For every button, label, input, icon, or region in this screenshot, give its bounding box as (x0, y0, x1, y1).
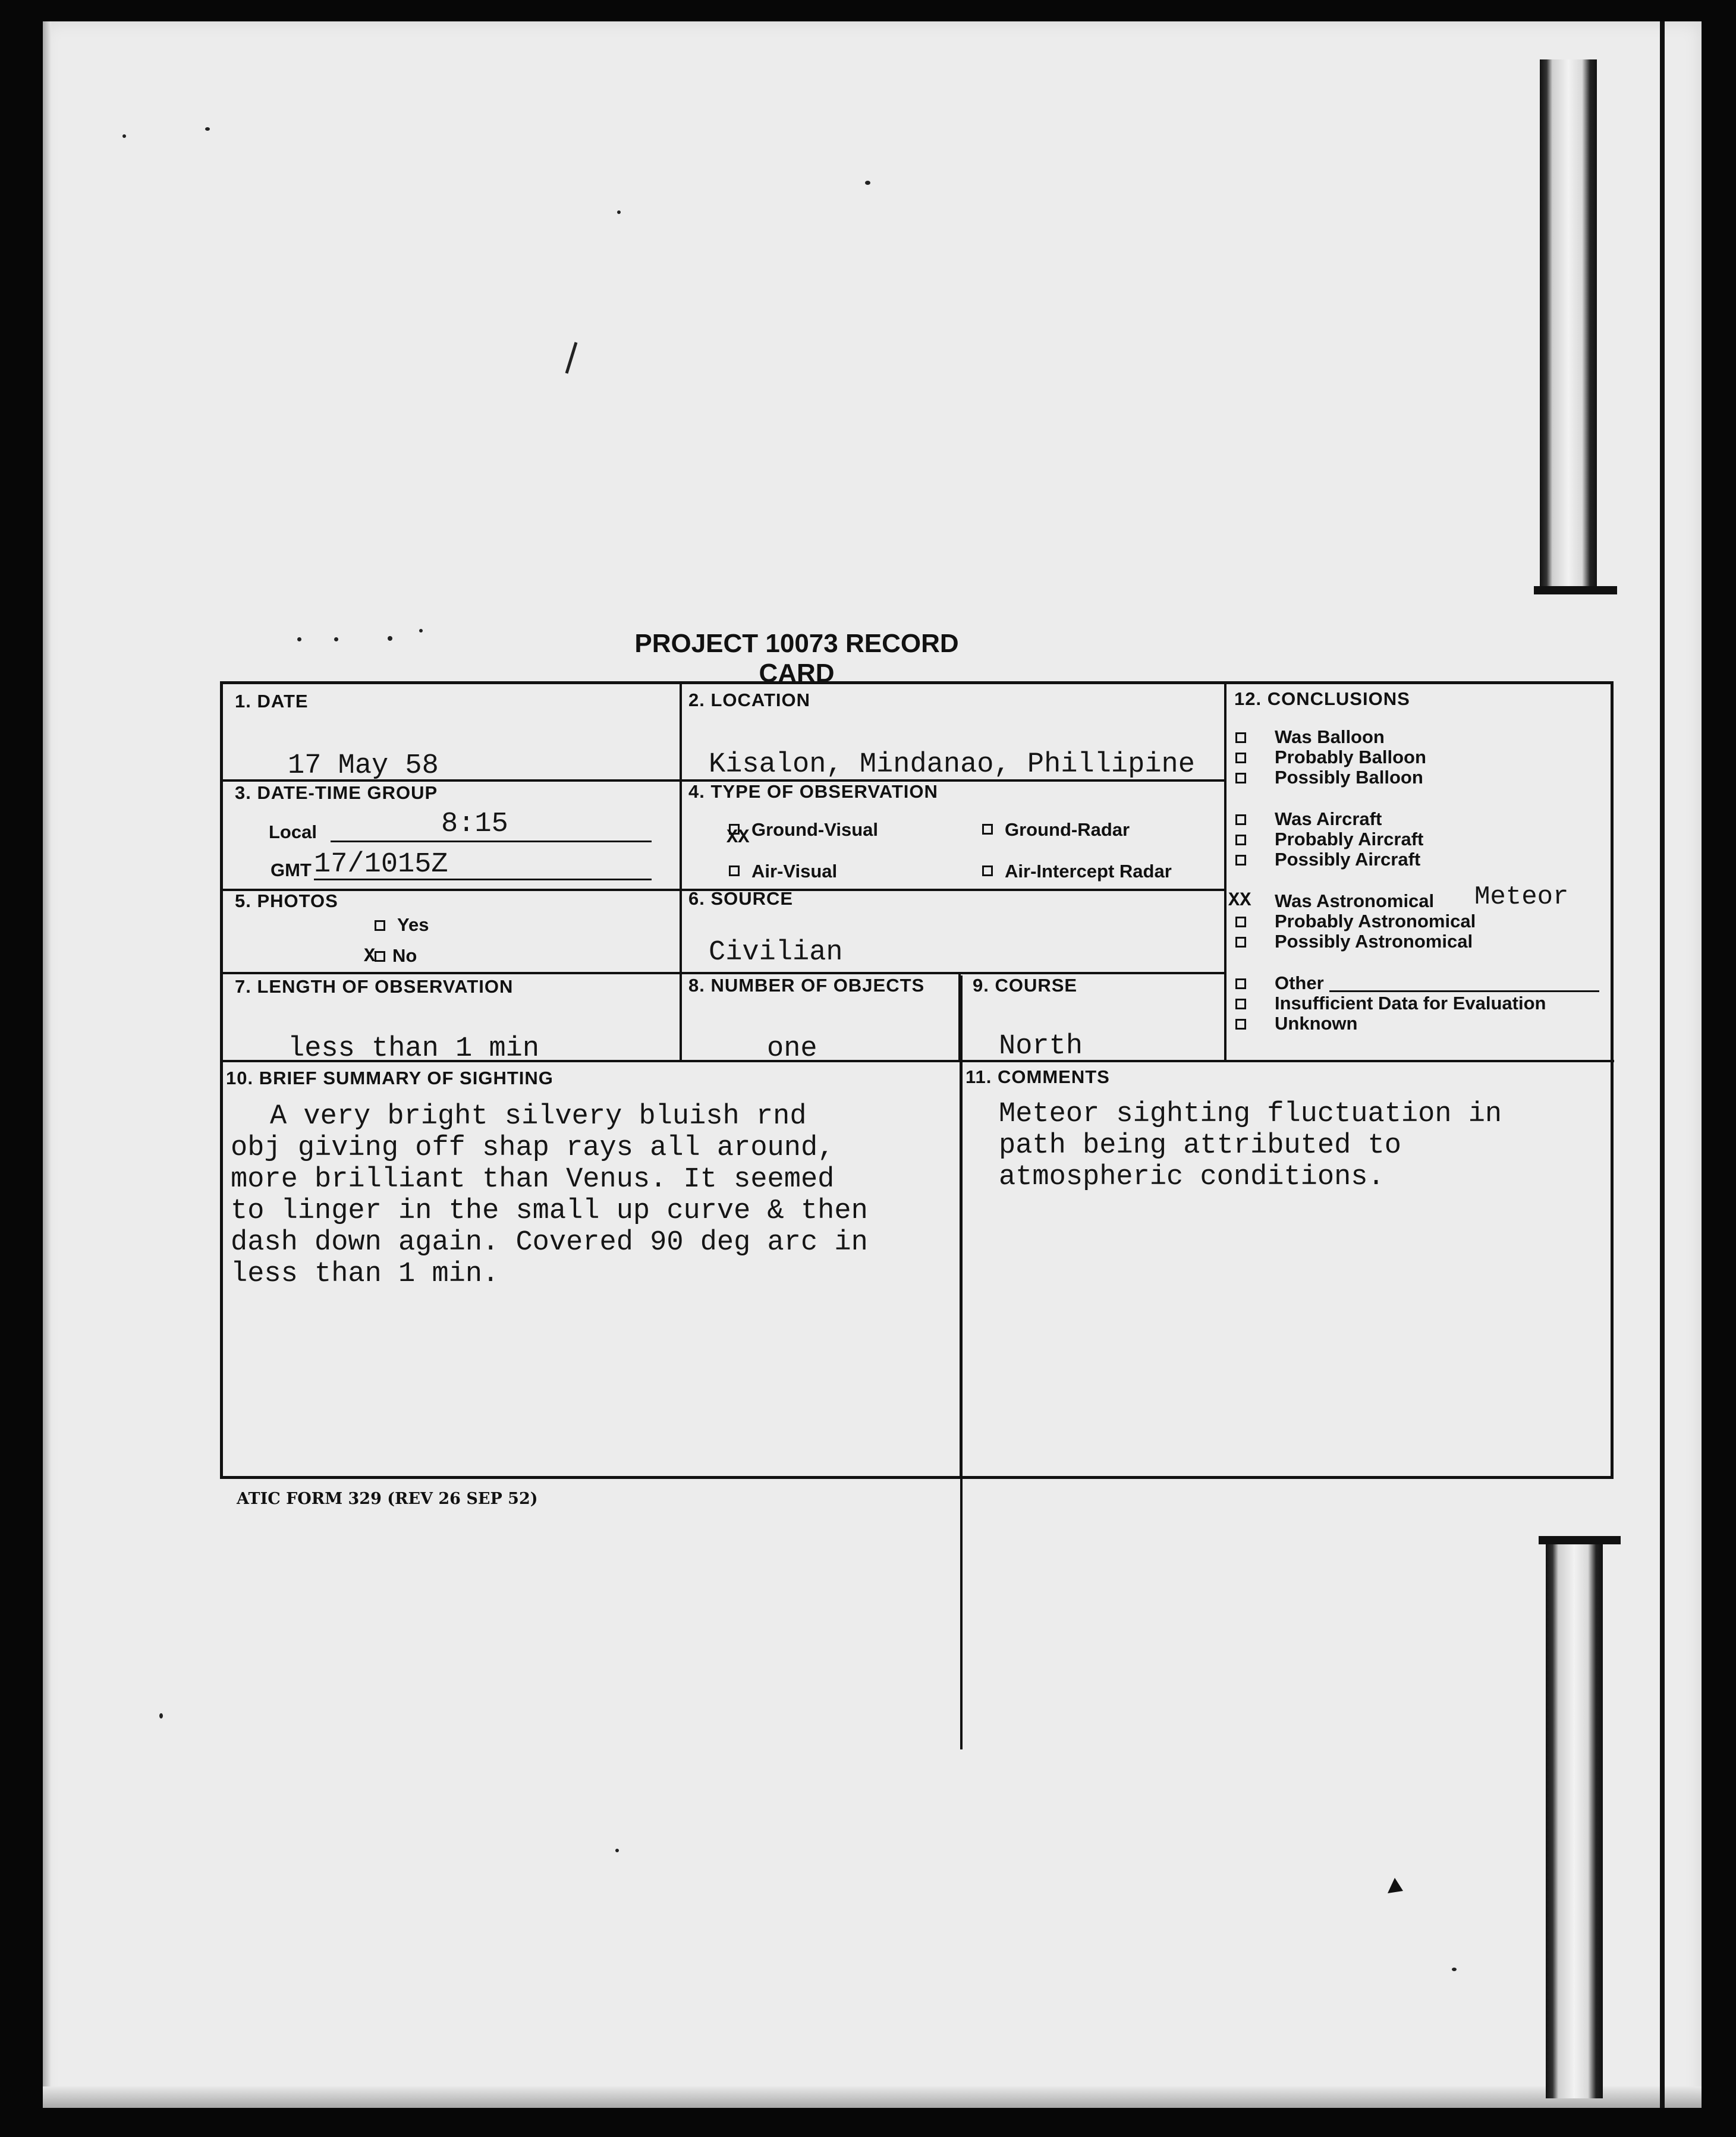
ground-visual-mark: XX (727, 826, 750, 848)
conclusion-option: Insufficient Data for Evaluation (1275, 993, 1546, 1014)
photos-yes-checkbox[interactable] (375, 920, 385, 931)
photos-no-checkbox[interactable] (375, 951, 385, 962)
course-label: 9. COURSE (973, 975, 1078, 996)
probably-astronomical-checkbox[interactable] (1235, 917, 1246, 927)
date-value: 17 May 58 (288, 750, 439, 782)
possibly-aircraft-checkbox[interactable] (1235, 855, 1246, 865)
summary-line: more brilliant than Venus. It seemed (231, 1164, 835, 1195)
conclusion-option: Was Astronomical (1275, 890, 1435, 911)
location-label: 2. LOCATION (688, 690, 811, 710)
date-label: 1. DATE (235, 691, 309, 712)
summary-label: 10. BRIEF SUMMARY OF SIGHTING (226, 1068, 553, 1088)
binding-rail-bottom (1546, 1540, 1603, 2098)
speck (205, 127, 210, 131)
form-number: ATIC FORM 329 (REV 26 SEP 52) (237, 1490, 538, 1508)
divider-col-1 (680, 684, 682, 1061)
speck (388, 636, 392, 641)
card-title: PROJECT 10073 RECORD CARD (634, 629, 959, 688)
binding-rail-bottom-base (1539, 1536, 1621, 1544)
binding-rail-top-base (1534, 586, 1617, 594)
speck (297, 637, 301, 641)
conclusion-option: Possibly Astronomical (1275, 931, 1473, 952)
comments-text (999, 1099, 1502, 1193)
speck (122, 134, 126, 138)
ground-radar-option: Ground-Radar (1005, 819, 1130, 840)
course-value: North (999, 1031, 1083, 1062)
photos-yes-option: Yes (397, 914, 429, 935)
date-time-group-label: 3. DATE-TIME GROUP (235, 782, 438, 803)
conclusion-option: Was Aircraft (1275, 808, 1382, 829)
source-value: Civilian (709, 937, 843, 968)
summary-line: A very bright silvery bluish rnd (270, 1101, 807, 1132)
speck (617, 210, 621, 214)
probably-aircraft-checkbox[interactable] (1235, 835, 1246, 845)
air-intercept-radar-option: Air-Intercept Radar (1005, 861, 1172, 882)
ground-visual-option: Ground-Visual (751, 819, 879, 840)
was-aircraft-checkbox[interactable] (1235, 814, 1246, 825)
sheet-bottom-edge (43, 2086, 1702, 2108)
air-visual-checkbox[interactable] (729, 865, 740, 876)
binding-rail-top (1540, 59, 1597, 588)
conclusion-option: Possibly Balloon (1275, 767, 1423, 788)
probably-balloon-checkbox[interactable] (1235, 753, 1246, 763)
speck (865, 181, 870, 185)
speck (1452, 1968, 1457, 1971)
local-time-value: 8:15 (441, 808, 508, 840)
summary-line: to linger in the small up curve & then (231, 1195, 868, 1227)
insufficient-data-checkbox[interactable] (1235, 999, 1246, 1009)
other-underline (1329, 990, 1599, 992)
number-of-objects-label: 8. NUMBER OF OBJECTS (688, 975, 925, 996)
source-label: 6. SOURCE (688, 888, 794, 909)
photos-no-mark: X (364, 945, 376, 967)
length-of-observation-label: 7. LENGTH OF OBSERVATION (235, 976, 514, 997)
possibly-balloon-checkbox[interactable] (1235, 773, 1246, 783)
pencil-tick-mark (562, 340, 580, 376)
speck (615, 1849, 619, 1852)
photos-label: 5. PHOTOS (235, 890, 338, 911)
comments-line: path being attributed to (999, 1130, 1401, 1162)
divider-objects-course (958, 972, 961, 1060)
gmt-label: GMT (271, 860, 312, 880)
type-of-observation-label: 4. TYPE OF OBSERVATION (688, 781, 938, 802)
speck (334, 637, 338, 641)
comments-label: 11. COMMENTS (966, 1066, 1110, 1087)
air-intercept-radar-checkbox[interactable] (982, 865, 993, 876)
length-of-observation-value: less than 1 min (288, 1033, 540, 1065)
unknown-checkbox[interactable] (1235, 1019, 1246, 1030)
local-time-label: Local (269, 822, 317, 842)
air-visual-option: Air-Visual (751, 861, 838, 882)
photos-no-option: No (392, 945, 417, 966)
conclusion-option: Probably Astronomical (1275, 911, 1476, 931)
conclusion-option: Other (1275, 972, 1324, 993)
divider-col-2 (1224, 684, 1226, 1061)
conclusion-option: Was Balloon (1275, 726, 1385, 747)
speck (419, 629, 423, 632)
gmt-value: 17/1015Z (314, 849, 448, 880)
ground-radar-checkbox[interactable] (982, 824, 993, 835)
conclusion-option: Probably Balloon (1275, 747, 1426, 767)
was-astronomical-mark: XX (1228, 889, 1251, 911)
summary-line: dash down again. Covered 90 deg arc in (231, 1227, 868, 1258)
margin-line (1660, 21, 1665, 2108)
sheet-left-edge (43, 21, 51, 2108)
comments-line: atmospheric conditions. (999, 1162, 1385, 1193)
was-balloon-checkbox[interactable] (1235, 732, 1246, 743)
summary-line: less than 1 min. (231, 1258, 499, 1290)
conclusion-option: Probably Aircraft (1275, 829, 1424, 849)
summary-line: obj giving off shap rays all around, (231, 1132, 835, 1164)
astronomical-note: Meteor (1474, 882, 1569, 912)
divider-summary-comments (960, 1058, 962, 1477)
location-value: Kisalon, Mindanao, Phillipine (709, 749, 1195, 780)
conclusion-option: Unknown (1275, 1013, 1358, 1034)
number-of-objects-value: one (767, 1033, 817, 1065)
conclusions-label: 12. CONCLUSIONS (1234, 688, 1410, 709)
other-checkbox[interactable] (1235, 978, 1246, 989)
arrowhead-mark (1384, 1875, 1405, 1897)
comments-line: Meteor sighting fluctuation in (999, 1099, 1502, 1130)
possibly-astronomical-checkbox[interactable] (1235, 937, 1246, 948)
speck (159, 1713, 163, 1719)
divider-row-3 (223, 972, 1226, 974)
conclusion-option: Possibly Aircraft (1275, 849, 1421, 870)
local-time-underline (331, 841, 652, 842)
summary-text (231, 1101, 868, 1290)
